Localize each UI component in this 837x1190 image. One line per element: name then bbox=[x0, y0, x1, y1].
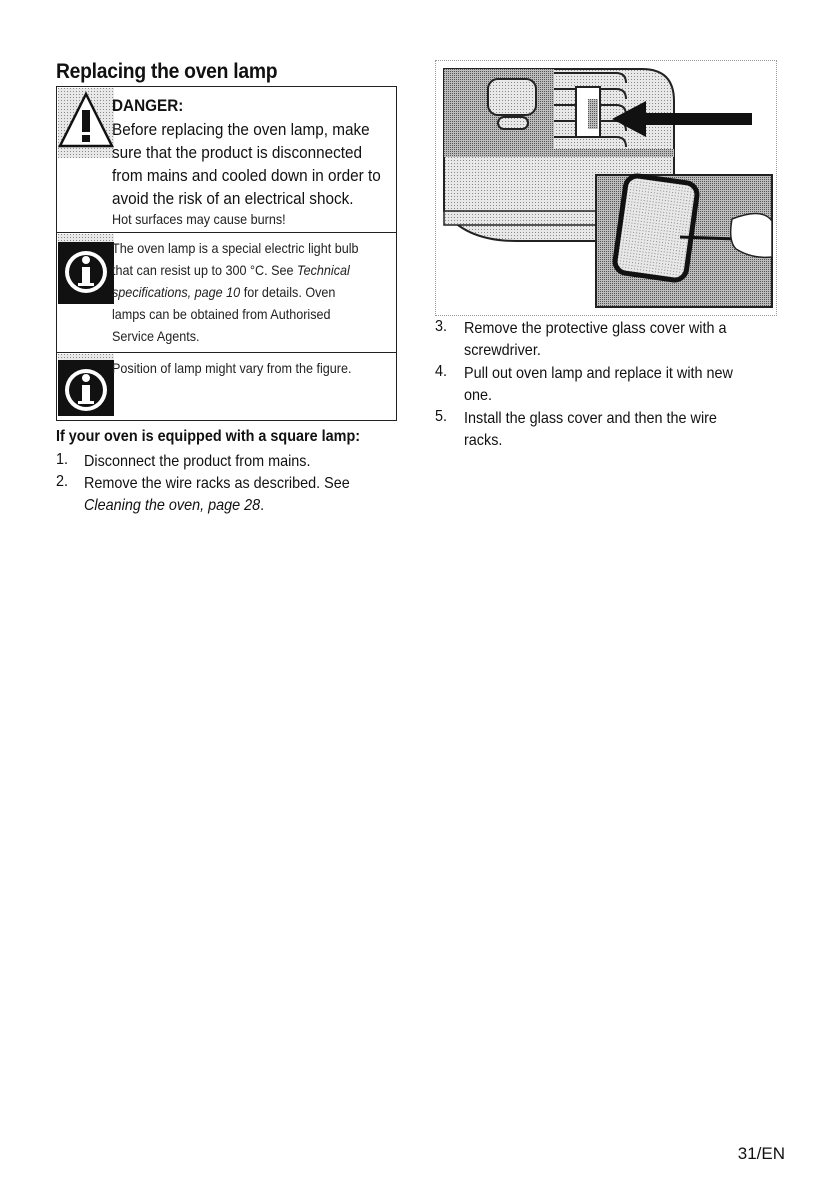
punctuation: . bbox=[260, 497, 265, 514]
danger-text-line: sure that the product is disconnected bbox=[112, 143, 363, 162]
info-icon bbox=[58, 354, 114, 416]
info-text-segment: for details. Oven bbox=[240, 284, 336, 300]
info-icon bbox=[58, 234, 114, 304]
technical-specs-link[interactable]: Technical bbox=[297, 262, 350, 278]
step-text: Remove the protective glass cover with a bbox=[464, 320, 727, 337]
square-lamp-heading: If your oven is equipped with a square lamp: bbox=[56, 428, 361, 445]
info-text-line bbox=[112, 260, 350, 281]
danger-text-line: avoid the risk of an electrical shock. bbox=[112, 189, 354, 208]
danger-title: DANGER: bbox=[112, 96, 184, 115]
danger-note: Hot surfaces may cause burns! bbox=[112, 211, 286, 227]
step-number: 5. bbox=[435, 408, 448, 425]
section-title: Replacing the oven lamp bbox=[56, 60, 278, 83]
info-text-line: Position of lamp might vary from the figure. bbox=[112, 360, 352, 376]
danger-text-line: Before replacing the oven lamp, make bbox=[112, 120, 370, 139]
info-text-line bbox=[112, 282, 335, 303]
step-text: racks. bbox=[464, 432, 503, 449]
step-number: 3. bbox=[435, 318, 448, 335]
info-text-segment: that can resist up to 300 °C. See bbox=[112, 262, 298, 278]
step-number: 4. bbox=[435, 363, 448, 380]
technical-specs-page-link[interactable]: specifications, page 10 bbox=[112, 284, 241, 300]
step-text: Disconnect the product from mains. bbox=[84, 453, 311, 470]
step-number: 2. bbox=[56, 473, 69, 490]
page-number: 31/EN bbox=[737, 1144, 785, 1163]
info-text-line: lamps can be obtained from Authorised bbox=[112, 306, 331, 322]
cleaning-oven-link[interactable]: Cleaning the oven, page 28 bbox=[84, 497, 261, 514]
step-text: screwdriver. bbox=[464, 342, 541, 359]
step-number: 1. bbox=[56, 451, 69, 468]
oven-lamp-figure bbox=[435, 60, 777, 316]
step-text bbox=[84, 495, 264, 517]
step-text: Remove the wire racks as described. See bbox=[84, 475, 350, 492]
step-text: Install the glass cover and then the wire bbox=[464, 410, 717, 427]
info-text-line: The oven lamp is a special electric light bulb bbox=[112, 240, 359, 256]
warning-icon bbox=[58, 88, 114, 158]
info-text-line: Service Agents. bbox=[112, 328, 200, 344]
step-text: one. bbox=[464, 387, 493, 404]
oven-lamp-illustration bbox=[436, 61, 776, 315]
danger-text-line: from mains and cooled down in order to bbox=[112, 166, 381, 185]
step-text: Pull out oven lamp and replace it with new bbox=[464, 365, 733, 382]
